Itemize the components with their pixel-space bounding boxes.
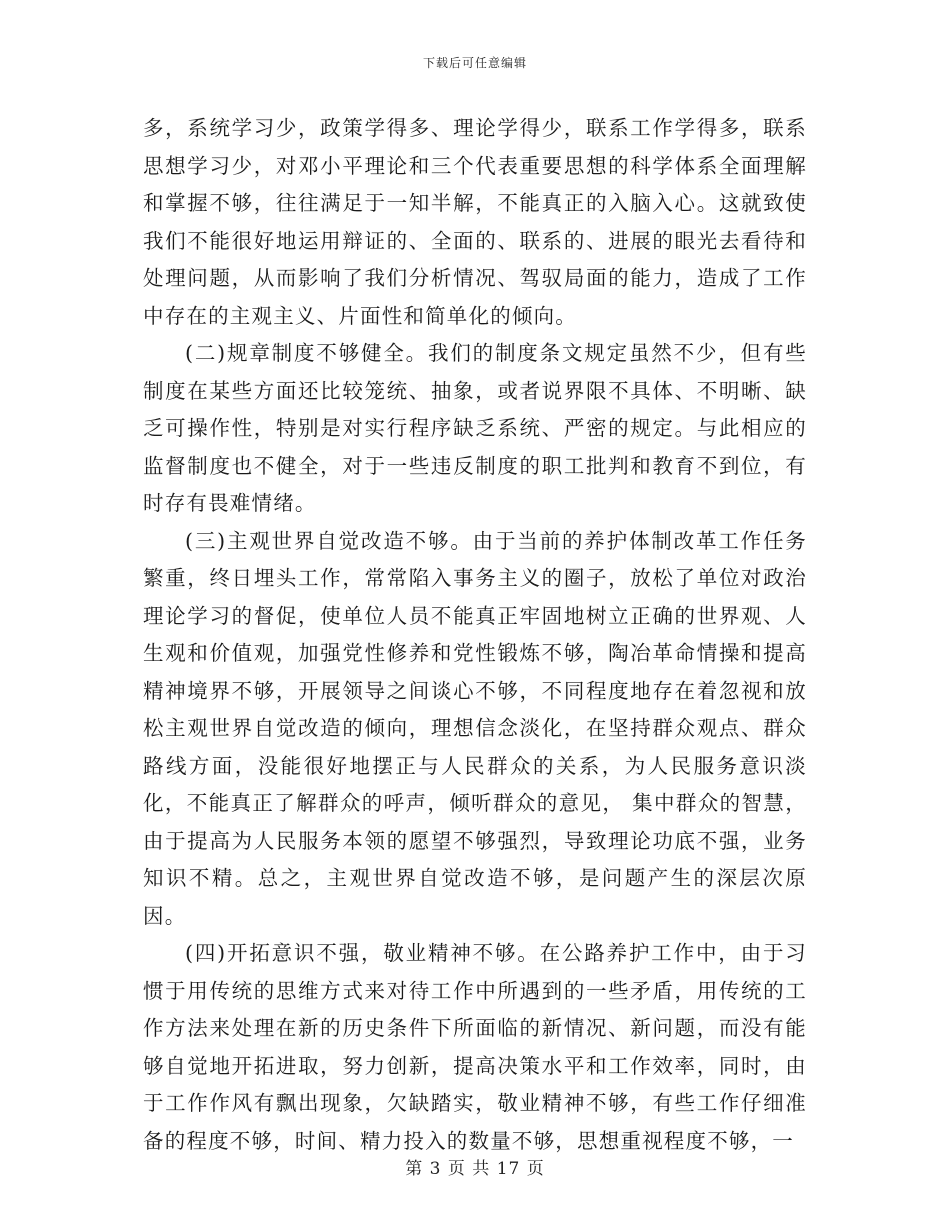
paragraph-section-3: (三)主观世界自觉改造不够。由于当前的养护体制改革工作任务繁重，终日埋头工作，常常陷入事务主义的圈子，放松了单位对政治理论学习的督促，使单位人员不能真正牢固地树立正确的世界观、人生观和价值观，加强党性修养和党性锻炼不够，陶冶革命情操和提高精神境界不够，开展领导之间谈心不够，不同程度地存在着忽视和放松主观世界自觉改造的倾向，理想信念淡化，在坚持群众观点、群众路线方面，没能很好地摆正与人民群众的关系，为人民服务意识淡化，不能真正了解群众的呼声，倾听群众的意见， 集中群众的智慧，由于提高为人民服务本领的愿望不够强烈，导致理论功底不强，业务知识不精。总之，主观世界自觉改造不够，是问题产生的深层次原因。 (143, 528, 807, 928)
page-header: 下载后可任意编辑 (422, 56, 527, 70)
paragraph-section-2: (二)规章制度不够健全。我们的制度条文规定虽然不少，但有些制度在某些方面还比较笼统、抽象，或者说界限不具体、不明晰、缺乏可操作性，特别是对实行程序缺乏系统、严密的规定。与此相应的监督制度也不健全，对于一些违反制度的职工批判和教育不到位，有时存有畏难情绪。 (143, 341, 807, 515)
paragraph-continued: 多，系统学习少，政策学得多、理论学得少，联系工作学得多，联系思想学习少，对邓小平理论和三个代表重要思想的科学体系全面理解和掌握不够，往往满足于一知半解，不能真正的入脑入心。这就致使我们不能很好地运用辩证的、全面的、联系的、进展的眼光去看待和处理问题，从而影响了我们分析情况、驾驭局面的能力，造成了工作中存在的主观主义、片面性和简单化的倾向。 (143, 116, 807, 328)
page-footer: 第 3 页 共 17 页 (405, 1159, 545, 1179)
document-body (143, 110, 807, 1160)
paragraph-section-4: (四)开拓意识不强，敬业精神不够。在公路养护工作中，由于习惯于用传统的思维方式来对待工作中所遇到的一些矛盾，用传统的工作方法来处理在新的历史条件下所面临的新情况、新问题，而没有能够自觉地开拓进取，努力创新，提高决策水平和工作效率，同时，由于工作作风有飘出现象，欠缺踏实，敬业精神不够，有些工作仔细准备的程度不够，时间、精力投入的数量不够，思想重视程度不够，一 (143, 941, 807, 1153)
